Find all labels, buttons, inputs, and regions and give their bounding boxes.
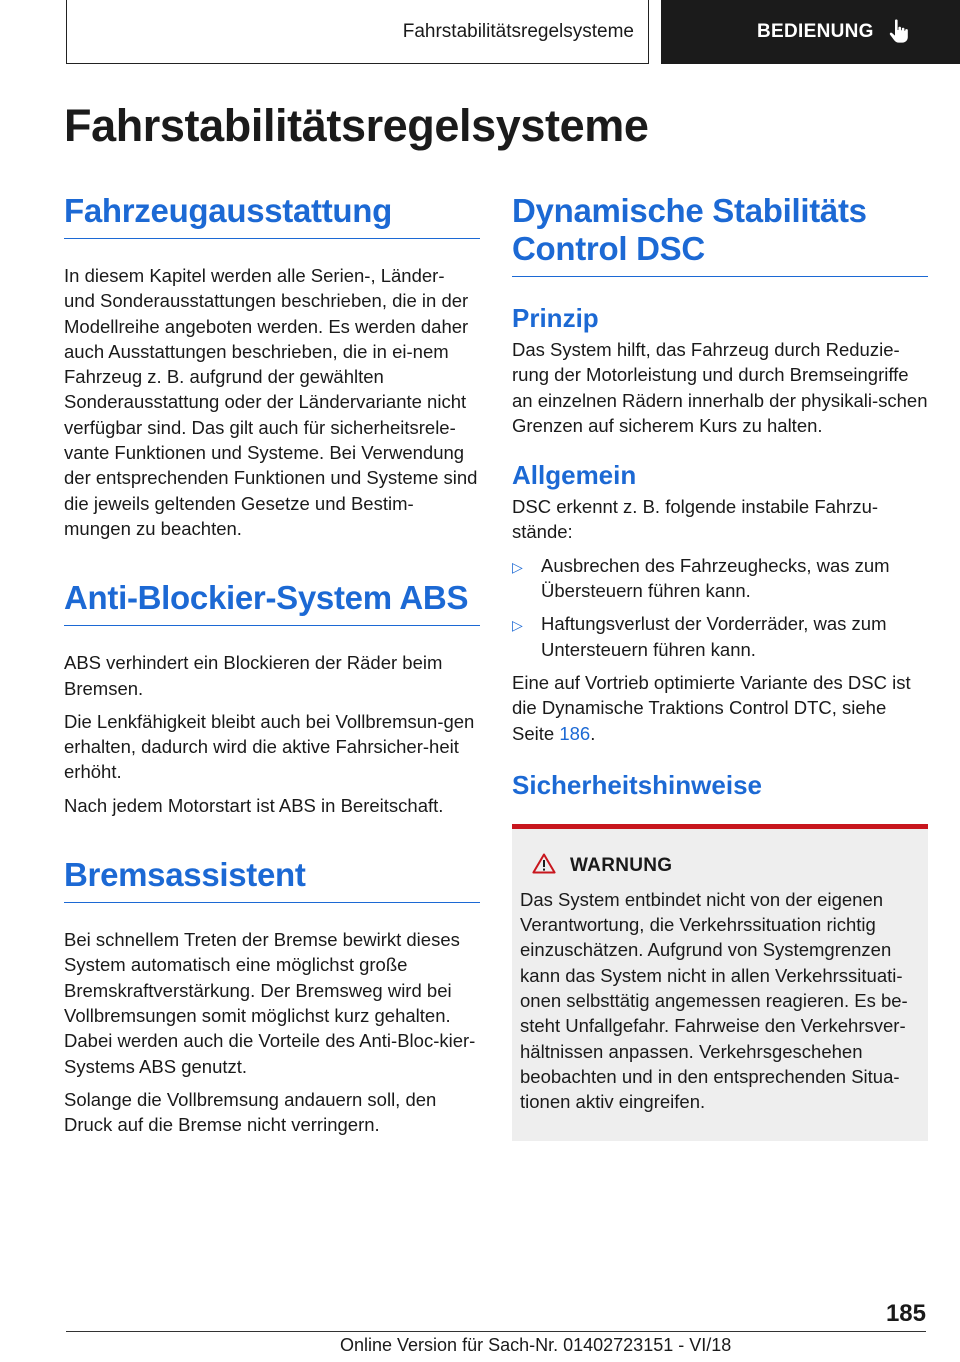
- header-section-title: Fahrstabilitätsregelsysteme: [402, 20, 634, 42]
- list-item-text: Haftungsverlust der Vorderräder, was zum Untersteuern führen kann.: [541, 613, 887, 660]
- heading-bremsassistent: Bremsassistent: [64, 856, 480, 903]
- paragraph-abs-2: Die Lenkfähigkeit bleibt auch bei Vollbremsun-gen erhalten, dadurch wird die aktive Fahrsicher-heit erhöht.: [64, 710, 475, 783]
- page-number: 185: [885, 1300, 926, 1327]
- left-column: [64, 192, 480, 1137]
- heading-sicherheitshinweise: Sicherheitshinweise: [512, 769, 762, 800]
- list-item: [512, 611, 928, 662]
- triangle-bullet-icon: ▷: [512, 558, 523, 575]
- bullet-list: [512, 553, 928, 662]
- header-section-tab: [66, 0, 649, 64]
- pointing-hand-icon: [886, 18, 912, 46]
- paragraph-prinzip: Das System hilft, das Fahrzeug durch Reduzie-rung der Motorleistung und durch Bremseingriffe an einzelnen Rädern innerhalb der physikali-schen Grenzen auf sicherem Kurs zu halten.: [512, 339, 928, 436]
- list-item-text: Ausbrechen des Fahrzeughecks, was zum Übersteuern führen kann.: [541, 554, 890, 602]
- warning-title: WARNUNG: [570, 854, 673, 876]
- list-item: [512, 553, 928, 604]
- paragraph-allgemein-2: [512, 670, 928, 746]
- page-title: Fahrstabilitätsregelsysteme: [64, 100, 649, 151]
- warning-text: Das System entbindet nicht von der eigenen Verantwortung, die Verkehrssituation richtig einzuschätzen. Aufgrund von Systemgrenzen kann das System nicht in allen Verkehrssituati-onen selbsttätig angemessen reagieren. Es be-steht Unfallgefahr. Fahrweise den Verkehrsver-hältnissen anpassen. Verkehrsgeschehen beobachten und in den entsprechenden Situa-tionen aktiv eingreifen.: [520, 888, 908, 1113]
- paragraph-bremsassistent-2: Solange die Vollbremsung andauern soll, den Druck auf die Bremse nicht verringern.: [64, 1088, 437, 1136]
- heading-dsc-line2: Control DSC: [512, 230, 705, 267]
- triangle-bullet-icon: ▷: [512, 617, 523, 634]
- footer-online-version: Online Version für Sach-Nr. 01402723151 - VI/18: [340, 1335, 732, 1355]
- paragraph-bremsassistent-1: Bei schnellem Treten der Bremse bewirkt dieses System automatisch eine möglichst große Bremskraftverstärkung. Der Bremsweg wird bei Vollbremsungen somit möglichst kurz gehalten. Dabei werden auch die Vorteile des Anti-Bloc-kier-Systems ABS genutzt.: [64, 929, 476, 1077]
- paragraph-abs-3: Nach jedem Motorstart ist ABS in Bereitschaft.: [64, 794, 444, 816]
- paragraph-text: Eine auf Vortrieb optimierte Variante des DSC ist die Dynamische Traktions Control DTC, siehe Seite: [512, 671, 911, 744]
- paragraph-text-end: .: [590, 722, 596, 744]
- heading-allgemein: Allgemein: [512, 460, 637, 491]
- heading-dsc: [512, 192, 928, 277]
- paragraph-allgemein-1: DSC erkennt z. B. folgende instabile Fahrzu-stände:: [512, 496, 879, 543]
- warning-box: [512, 824, 928, 1141]
- warning-triangle-icon: [532, 853, 556, 879]
- heading-fahrzeugausstattung: Fahrzeugausstattung: [64, 192, 480, 239]
- heading-abs: Anti-Blockier-System ABS: [64, 579, 480, 626]
- paragraph-fahrzeugausstattung: In diesem Kapitel werden alle Serien-, Länder- und Sonderausstattungen beschrieben, die in der Modellreihe angeboten werden. Es werden daher auch Ausstattungen beschrieben, die in ei-nem Fahrzeug z. B. aufgrund der gewählten Sonderausstattung oder der Ländervariante nicht verfügbar sind. Das gilt auch für sicherheitsrele-vante Funktionen und Systeme. Bei Verwendung der entsprechenden Funktionen und Systeme sind die jeweils geltenden Gesetze und Bestim-mungen zu beachten.: [64, 265, 478, 539]
- warning-header: [532, 853, 920, 879]
- right-column: [512, 192, 928, 1141]
- header-chapter-title: BEDIENUNG: [757, 21, 874, 42]
- header-chapter-tab[interactable]: [661, 0, 960, 64]
- footer-divider: [66, 1331, 926, 1332]
- heading-dsc-line1: Dynamische Stabilitäts: [512, 192, 867, 229]
- paragraph-abs-1: ABS verhindert ein Blockieren der Räder beim Bremsen.: [64, 652, 443, 699]
- page-link-186[interactable]: 186: [559, 722, 591, 744]
- heading-prinzip: Prinzip: [512, 303, 599, 333]
